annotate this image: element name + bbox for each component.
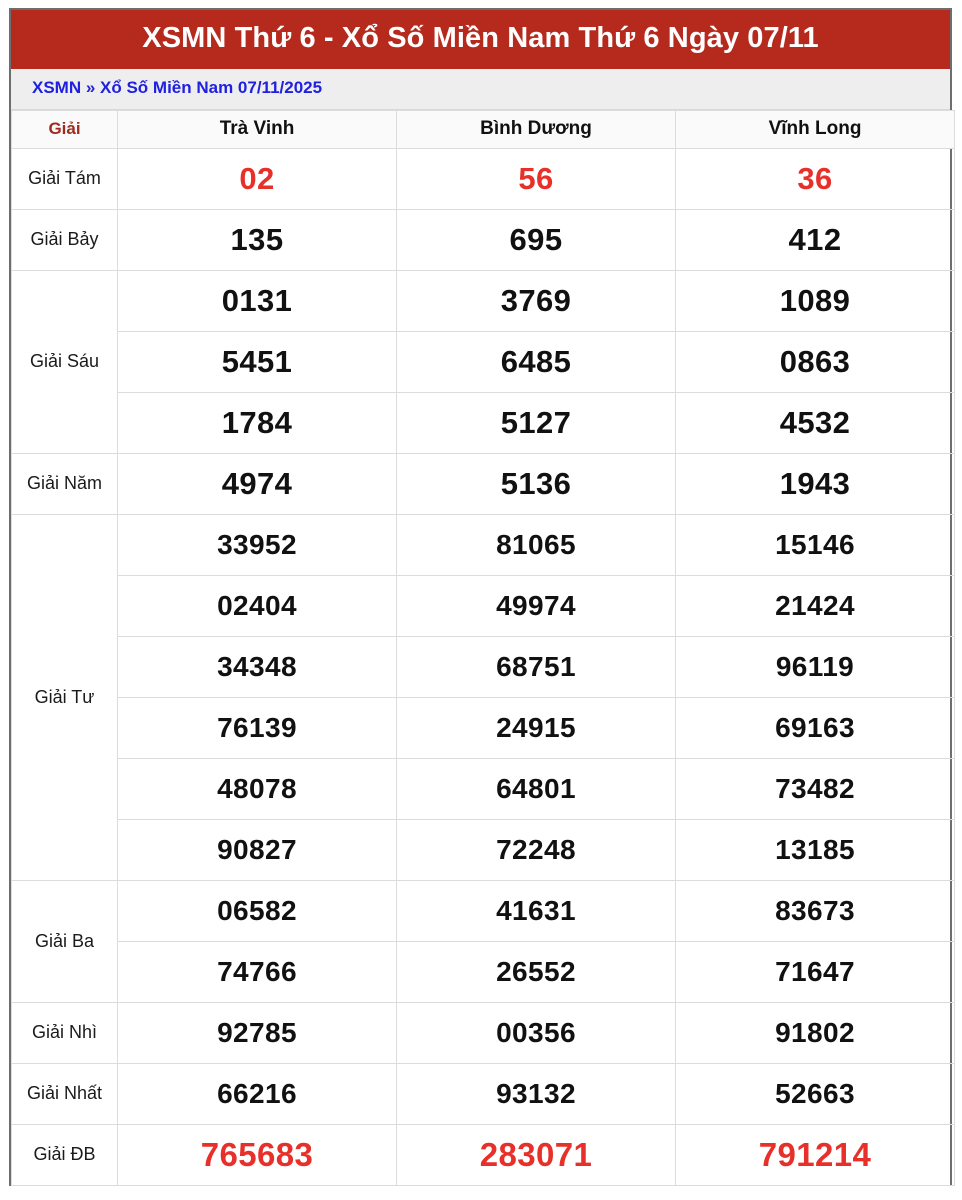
result-number: 02404 bbox=[118, 575, 397, 636]
table-row bbox=[12, 575, 955, 636]
table-row bbox=[12, 941, 955, 1002]
result-number: 4532 bbox=[676, 392, 955, 453]
prize-label-1: Giải Bảy bbox=[12, 209, 118, 270]
prize-label-5: Giải Ba bbox=[12, 880, 118, 1002]
result-number: 0863 bbox=[676, 331, 955, 392]
lottery-results-table bbox=[11, 110, 955, 1186]
column-header-prize: Giải bbox=[12, 110, 118, 148]
table-row bbox=[12, 148, 955, 209]
table-row bbox=[12, 514, 955, 575]
result-number: 4974 bbox=[118, 453, 397, 514]
result-number: 69163 bbox=[676, 697, 955, 758]
breadcrumb bbox=[11, 69, 950, 109]
table-row bbox=[12, 209, 955, 270]
result-number: 1089 bbox=[676, 270, 955, 331]
table-row bbox=[12, 1063, 955, 1124]
result-number: 34348 bbox=[118, 636, 397, 697]
table-row bbox=[12, 331, 955, 392]
table-header-row bbox=[12, 110, 955, 148]
result-number: 71647 bbox=[676, 941, 955, 1002]
result-number: 48078 bbox=[118, 758, 397, 819]
table-body bbox=[12, 148, 955, 1185]
prize-label-0: Giải Tám bbox=[12, 148, 118, 209]
prize-label-8: Giải ĐB bbox=[12, 1124, 118, 1185]
result-number: 91802 bbox=[676, 1002, 955, 1063]
result-number: 5127 bbox=[397, 392, 676, 453]
result-number: 49974 bbox=[397, 575, 676, 636]
table-header bbox=[12, 110, 955, 148]
column-header-province-0: Trà Vinh bbox=[118, 110, 397, 148]
result-number: 791214 bbox=[676, 1124, 955, 1185]
result-number: 33952 bbox=[118, 514, 397, 575]
table-row bbox=[12, 880, 955, 941]
result-number: 6485 bbox=[397, 331, 676, 392]
result-number: 21424 bbox=[676, 575, 955, 636]
result-number: 66216 bbox=[118, 1063, 397, 1124]
breadcrumb-link[interactable]: XSMN » Xổ Số Miền Nam 07/11/2025 bbox=[32, 78, 323, 98]
result-number: 1943 bbox=[676, 453, 955, 514]
result-number: 765683 bbox=[118, 1124, 397, 1185]
result-number: 26552 bbox=[397, 941, 676, 1002]
result-number: 06582 bbox=[118, 880, 397, 941]
result-number: 00356 bbox=[397, 1002, 676, 1063]
table-row bbox=[12, 270, 955, 331]
result-number: 15146 bbox=[676, 514, 955, 575]
column-header-province-2: Vĩnh Long bbox=[676, 110, 955, 148]
column-header-province-1: Bình Dương bbox=[397, 110, 676, 148]
prize-label-3: Giải Năm bbox=[12, 453, 118, 514]
table-row bbox=[12, 392, 955, 453]
result-number: 41631 bbox=[397, 880, 676, 941]
result-number: 3769 bbox=[397, 270, 676, 331]
table-row bbox=[12, 697, 955, 758]
result-number: 5136 bbox=[397, 453, 676, 514]
result-number: 283071 bbox=[397, 1124, 676, 1185]
result-number: 1784 bbox=[118, 392, 397, 453]
prize-label-4: Giải Tư bbox=[12, 514, 118, 880]
table-row bbox=[12, 1124, 955, 1185]
page-title: XSMN Thứ 6 - Xổ Số Miền Nam Thứ 6 Ngày 07/11 bbox=[11, 10, 950, 69]
result-number: 76139 bbox=[118, 697, 397, 758]
result-number: 92785 bbox=[118, 1002, 397, 1063]
result-number: 0131 bbox=[118, 270, 397, 331]
result-number: 72248 bbox=[397, 819, 676, 880]
result-number: 695 bbox=[397, 209, 676, 270]
result-number: 02 bbox=[118, 148, 397, 209]
prize-label-7: Giải Nhất bbox=[12, 1063, 118, 1124]
result-number: 24915 bbox=[397, 697, 676, 758]
table-row bbox=[12, 758, 955, 819]
result-number: 52663 bbox=[676, 1063, 955, 1124]
result-number: 36 bbox=[676, 148, 955, 209]
table-row bbox=[12, 1002, 955, 1063]
result-number: 96119 bbox=[676, 636, 955, 697]
result-number: 412 bbox=[676, 209, 955, 270]
prize-label-2: Giải Sáu bbox=[12, 270, 118, 453]
result-number: 56 bbox=[397, 148, 676, 209]
result-number: 5451 bbox=[118, 331, 397, 392]
result-number: 81065 bbox=[397, 514, 676, 575]
result-number: 135 bbox=[118, 209, 397, 270]
result-number: 13185 bbox=[676, 819, 955, 880]
result-number: 64801 bbox=[397, 758, 676, 819]
lottery-result-panel bbox=[9, 8, 952, 1186]
result-number: 90827 bbox=[118, 819, 397, 880]
table-row bbox=[12, 636, 955, 697]
table-row bbox=[12, 819, 955, 880]
table-row bbox=[12, 453, 955, 514]
result-number: 83673 bbox=[676, 880, 955, 941]
result-number: 73482 bbox=[676, 758, 955, 819]
prize-label-6: Giải Nhì bbox=[12, 1002, 118, 1063]
result-number: 74766 bbox=[118, 941, 397, 1002]
result-number: 93132 bbox=[397, 1063, 676, 1124]
result-number: 68751 bbox=[397, 636, 676, 697]
